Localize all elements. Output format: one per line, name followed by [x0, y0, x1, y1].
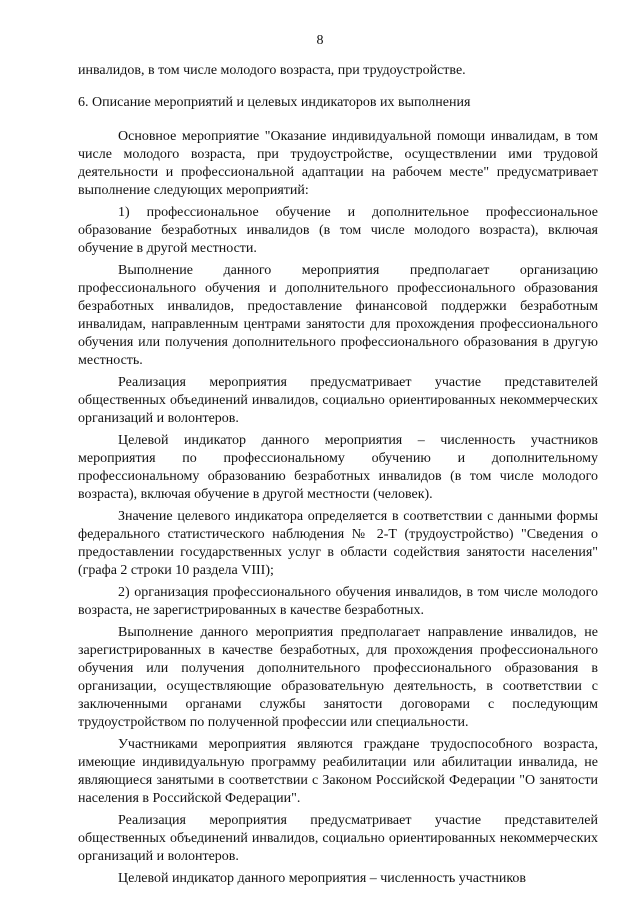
paragraph: Основное мероприятие "Оказание индивидуальной помощи инвалидам, в том числе молодого возраста, при трудоустройстве, осуществлении ими трудовой деятельности и профессиональной адаптации на рабочем месте" предусматривает выполнение следующих мероприятий: — [78, 129, 598, 198]
paragraph: Целевой индикатор данного мероприятия – численность участников мероприятия по профессиональному обучению и дополнительному профессиональному образованию безработных инвалидов (в том числе молодого возраста), включая обучение в другой местности (человек). — [78, 433, 598, 502]
paragraph: Значение целевого индикатора определяется в соответствии с данными формы федерального статистического наблюдения № 2-Т (трудоустройство) "Сведения о предоставлении государственных услуг в области содействия занятости населения" (графа 2 строки 10 раздела VIII); — [78, 509, 598, 578]
paragraph: Участниками мероприятия являются граждане трудоспособного возраста, имеющие индивидуальную программу реабилитации или абилитации инвалида, не являющиеся занятыми в соответствии с Законом Российской Федерации "О занятости населения в Российской Федерации". — [78, 737, 598, 806]
paragraph: 1) профессиональное обучение и дополнительное профессиональное образование безработных инвалидов (в том числе молодого возраста), включая обучение в другой местности. — [78, 205, 598, 256]
section-heading: 6. Описание мероприятий и целевых индикаторов их выполнения — [78, 95, 471, 110]
paragraph: Выполнение данного мероприятия предполагает организацию профессионального обучения и дополнительного профессионального образования безработных инвалидов, предоставление финансовой поддержки безработным инвалидам, направленным центрами занятости для прохождения профессионального обучения или получения дополнительного профессионального образования в другую местность. — [78, 263, 598, 368]
paragraph: Реализация мероприятия предусматривает участие представителей общественных объединений инвалидов, социально ориентированных некоммерческих организаций и волонтеров. — [78, 813, 598, 864]
paragraph: Выполнение данного мероприятия предполагает направление инвалидов, не зарегистрированных в качестве безработных, для прохождения профессионального обучения или получения дополнительного профессионального образования в организации, осуществляющие образовательную деятельность, в соответствии с заключенными органами службы занятости договорами с последующим трудоустройством по полученной профессии или специальности. — [78, 625, 598, 730]
paragraph: Целевой индикатор данного мероприятия – численность участников — [118, 871, 527, 886]
paragraph: Реализация мероприятия предусматривает участие представителей общественных объединений инвалидов, социально ориентированных некоммерческих организаций и волонтеров. — [78, 375, 598, 426]
paragraph: 2) организация профессионального обучения инвалидов, в том числе молодого возраста, не зарегистрированных в качестве безработных. — [78, 585, 598, 618]
document-body — [78, 62, 598, 888]
page-number: 8 — [316, 33, 324, 48]
continuation-paragraph: инвалидов, в том числе молодого возраста, при трудоустройстве. — [78, 63, 466, 78]
